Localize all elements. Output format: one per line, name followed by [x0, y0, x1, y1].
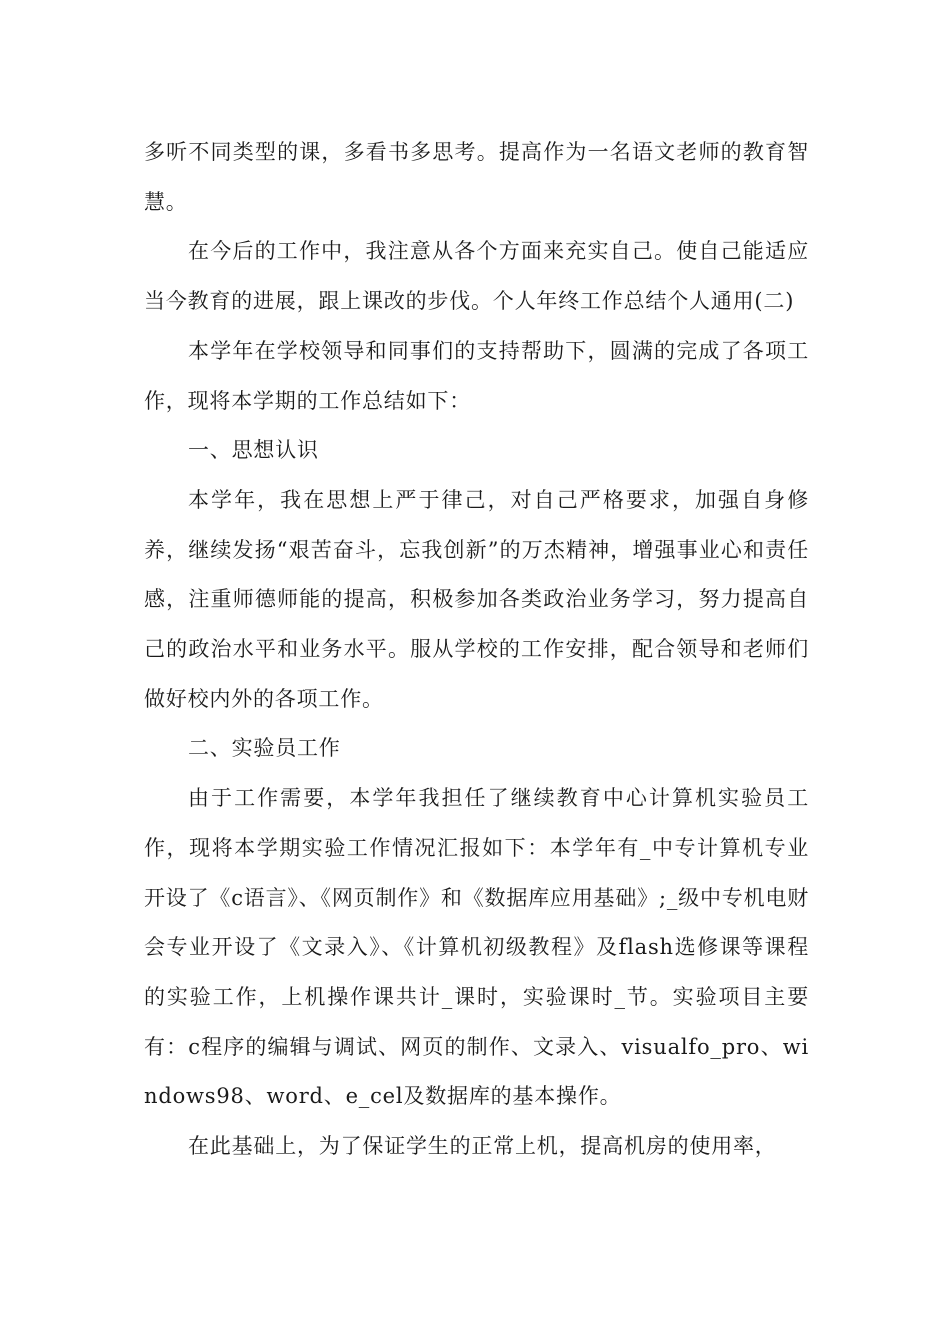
paragraph-3: 本学年在学校领导和同事们的支持帮助下，圆满的完成了各项工作，现将本学期的工作总结如下： — [144, 338, 809, 413]
section-heading-2: 二、实验员工作 — [188, 736, 341, 761]
section-heading-1: 一、思想认识 — [188, 438, 319, 463]
paragraph-6: 在此基础上，为了保证学生的正常上机，提高机房的使用率， — [188, 1134, 777, 1159]
paragraph-2: 在今后的工作中，我注意从各个方面来充实自己。使自己能适应当今教育的进展，跟上课改的步伐。个人年终工作总结个人通用(二) — [144, 239, 809, 314]
document-body — [144, 128, 809, 1172]
paragraph-5: 由于工作需要，本学年我担任了继续教育中心计算机实验员工作，现将本学期实验工作情况汇报如下：本学年有_中专计算机专业开设了《c语言》、《网页制作》和《数据库应用基础》;_级中专机电财会专业开设了《文录入》、《计算机初级教程》及flash选修课等课程的实验工作，上机操作课共计_课时，实验课时_节。实验项目主要有：c程序的编辑与调试、网页的制作、文录入、visualfo_pro、windows98、word、e_cel及数据库的基本操作。 — [144, 786, 809, 1109]
paragraph-1: 多听不同类型的课，多看书多思考。提高作为一名语文老师的教育智慧。 — [144, 140, 809, 214]
paragraph-4: 本学年，我在思想上严于律己，对自己严格要求，加强自身修养，继续发扬“艰苦奋斗，忘我创新”的万杰精神，增强事业心和责任感，注重师德师能的提高，积极参加各类政治业务学习，努力提高自己的政治水平和业务水平。服从学校的工作安排，配合领导和老师们做好校内外的各项工作。 — [144, 487, 809, 711]
